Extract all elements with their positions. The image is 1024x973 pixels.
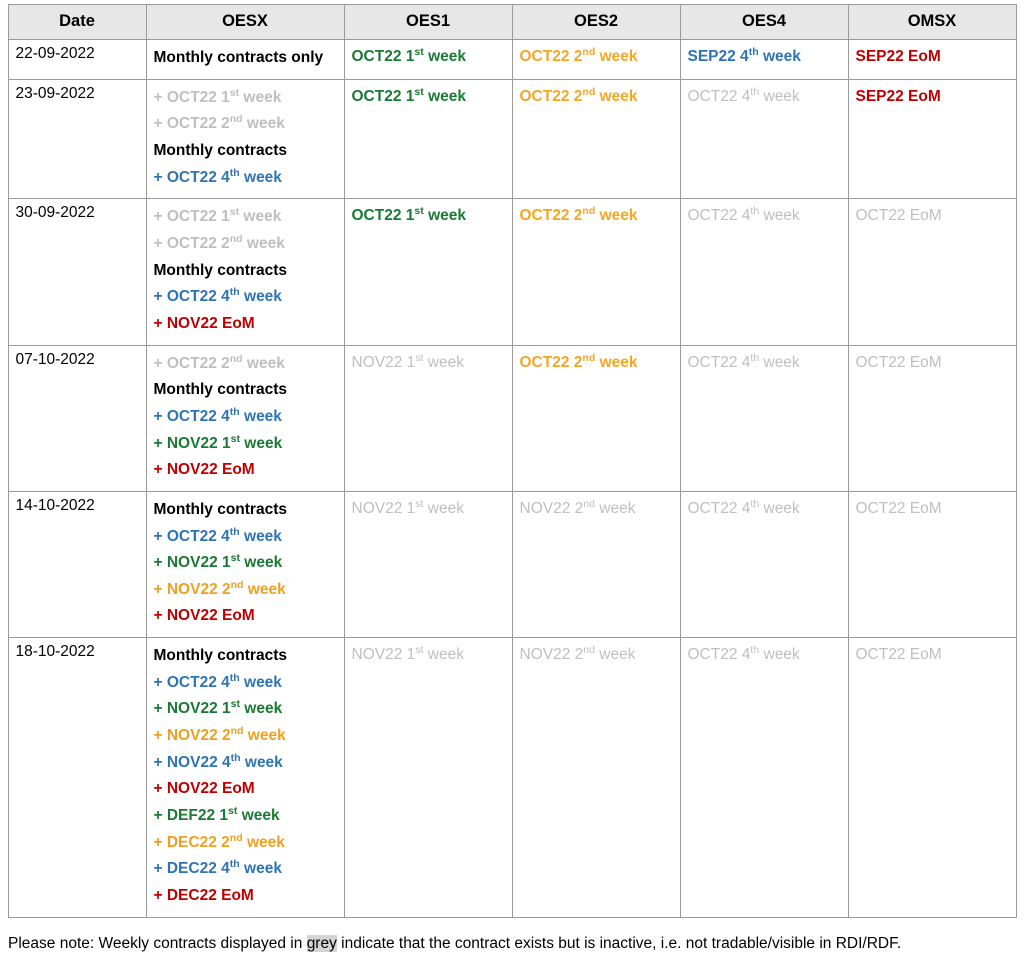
oes4-contract-entry: OCT22 4th week xyxy=(687,643,800,664)
oes2-contract-entry: OCT22 2nd week xyxy=(519,351,638,371)
cell-omsx xyxy=(848,491,1016,637)
cell-oesx xyxy=(146,199,344,345)
cell-oesx xyxy=(146,491,344,637)
oesx-contract-line: + DEC22 4th week xyxy=(153,858,282,878)
omsx-contract-entry: OCT22 EoM xyxy=(855,353,942,371)
oesx-contract-line: Monthly contracts xyxy=(153,500,287,518)
oes2-contract-entry: NOV22 2nd week xyxy=(519,643,636,664)
cell-omsx xyxy=(848,638,1016,918)
oesx-contract-line: Monthly contracts xyxy=(153,647,287,665)
column-header-oes2: OES2 xyxy=(512,5,680,40)
column-header-oesx: OESX xyxy=(146,5,344,40)
oesx-contract-line: + OCT22 4th week xyxy=(153,286,282,306)
oesx-contract-line: + OCT22 2nd week xyxy=(153,113,285,133)
cell-oesx xyxy=(146,79,344,199)
oes1-contract-entry: NOV22 1st week xyxy=(351,497,464,517)
footnote-prefix: Please note: Weekly contracts displayed in xyxy=(8,934,307,952)
cell-omsx xyxy=(848,40,1016,80)
oes1-contract-entry: NOV22 1st week xyxy=(351,643,464,664)
oesx-contract-line: Monthly contracts xyxy=(153,261,287,279)
oesx-contract-line: + OCT22 4th week xyxy=(153,405,282,425)
cell-date: 30-09-2022 xyxy=(8,199,146,345)
oesx-contract-line: + OCT22 2nd week xyxy=(153,352,285,372)
oes4-contract-entry: SEP22 4th week xyxy=(687,45,801,65)
column-header-date: Date xyxy=(8,5,146,40)
cell-oes2 xyxy=(512,638,680,918)
cell-date: 22-09-2022 xyxy=(8,40,146,80)
omsx-contract-entry: OCT22 EoM xyxy=(855,207,942,225)
oesx-contract-line: + NOV22 EoM xyxy=(153,780,255,798)
omsx-contract-entry: OCT22 EoM xyxy=(855,646,942,664)
oesx-contract-line: + NOV22 EoM xyxy=(153,461,255,479)
cell-oes2 xyxy=(512,79,680,199)
column-header-omsx: OMSX xyxy=(848,5,1016,40)
oesx-contract-line: + DEC22 2nd week xyxy=(153,831,285,851)
table-row xyxy=(8,79,1016,199)
table-row xyxy=(8,40,1016,80)
omsx-contract-entry: OCT22 EoM xyxy=(855,499,942,517)
cell-oesx xyxy=(146,345,344,491)
oesx-contract-line: + DEF22 1st week xyxy=(153,804,280,825)
oesx-contract-line: + NOV22 1st week xyxy=(153,698,283,718)
cell-oes4 xyxy=(680,199,848,345)
oes4-contract-entry: OCT22 4th week xyxy=(687,205,800,225)
oes4-contract-entry: OCT22 4th week xyxy=(687,85,800,105)
omsx-contract-entry: SEP22 EoM xyxy=(855,87,941,105)
oesx-contract-line: + NOV22 1st week xyxy=(153,552,283,572)
oes4-contract-entry: OCT22 4th week xyxy=(687,497,800,517)
column-header-oes4: OES4 xyxy=(680,5,848,40)
table-row xyxy=(8,345,1016,491)
cell-omsx xyxy=(848,79,1016,199)
oes2-contract-entry: OCT22 2nd week xyxy=(519,85,638,105)
cell-oes1 xyxy=(344,79,512,199)
cell-oesx xyxy=(146,40,344,80)
oesx-contract-line: + OCT22 2nd week xyxy=(153,232,285,252)
oesx-contract-line: + DEC22 EoM xyxy=(153,887,254,905)
oesx-contract-line: Monthly contracts xyxy=(153,141,287,159)
cell-oes4 xyxy=(680,491,848,637)
cell-date: 14-10-2022 xyxy=(8,491,146,637)
oes1-contract-entry: NOV22 1st week xyxy=(351,351,464,371)
cell-omsx xyxy=(848,199,1016,345)
footnote-highlight: grey xyxy=(306,934,337,952)
cell-oes2 xyxy=(512,345,680,491)
table-row xyxy=(8,199,1016,345)
cell-oes1 xyxy=(344,199,512,345)
oes1-contract-entry: OCT22 1st week xyxy=(351,45,466,65)
oesx-contract-line: + OCT22 1st week xyxy=(153,206,282,226)
omsx-contract-entry: SEP22 EoM xyxy=(855,48,941,65)
cell-oes4 xyxy=(680,345,848,491)
cell-oes1 xyxy=(344,638,512,918)
table-body xyxy=(8,40,1016,918)
table-header xyxy=(8,5,1016,40)
oesx-contract-line: Monthly contracts only xyxy=(153,49,324,66)
cell-oesx xyxy=(146,638,344,918)
cell-omsx xyxy=(848,345,1016,491)
cell-date: 23-09-2022 xyxy=(8,79,146,199)
cell-date: 18-10-2022 xyxy=(8,638,146,918)
cell-date: 07-10-2022 xyxy=(8,345,146,491)
cell-oes1 xyxy=(344,345,512,491)
cell-oes1 xyxy=(344,491,512,637)
oes2-contract-entry: OCT22 2nd week xyxy=(519,45,638,65)
footnote-suffix: indicate that the contract exists but is inactive, i.e. not tradable/visible in RDI/RDF. xyxy=(336,934,902,952)
cell-oes2 xyxy=(512,199,680,345)
oesx-contract-line: + OCT22 4th week xyxy=(153,166,282,186)
cell-oes2 xyxy=(512,491,680,637)
cell-oes2 xyxy=(512,40,680,80)
oes1-contract-entry: OCT22 1st week xyxy=(351,85,466,105)
table-row xyxy=(8,638,1016,918)
oesx-contract-line: + OCT22 4th week xyxy=(153,671,282,691)
oes2-contract-entry: OCT22 2nd week xyxy=(519,205,638,225)
cell-oes4 xyxy=(680,79,848,199)
oesx-contract-line: + NOV22 4th week xyxy=(153,751,283,771)
oes1-contract-entry: OCT22 1st week xyxy=(351,205,466,225)
oesx-contract-line: + NOV22 EoM xyxy=(153,607,255,625)
cell-oes4 xyxy=(680,638,848,918)
oesx-contract-line: + OCT22 1st week xyxy=(153,86,282,106)
cell-oes4 xyxy=(680,40,848,80)
oesx-contract-line: + NOV22 1st week xyxy=(153,432,283,452)
column-header-oes1: OES1 xyxy=(344,5,512,40)
cell-oes1 xyxy=(344,40,512,80)
header-row xyxy=(8,5,1016,40)
oesx-contract-line: + NOV22 2nd week xyxy=(153,578,286,598)
footnote xyxy=(8,932,1016,956)
oes4-contract-entry: OCT22 4th week xyxy=(687,351,800,371)
table-row xyxy=(8,491,1016,637)
oes2-contract-entry: NOV22 2nd week xyxy=(519,497,636,517)
oesx-contract-line: + NOV22 EoM xyxy=(153,314,255,332)
oesx-contract-line: Monthly contracts xyxy=(153,381,287,399)
contract-schedule-table xyxy=(8,4,1017,918)
oesx-contract-line: + NOV22 2nd week xyxy=(153,724,286,745)
oesx-contract-line: + OCT22 4th week xyxy=(153,525,282,545)
